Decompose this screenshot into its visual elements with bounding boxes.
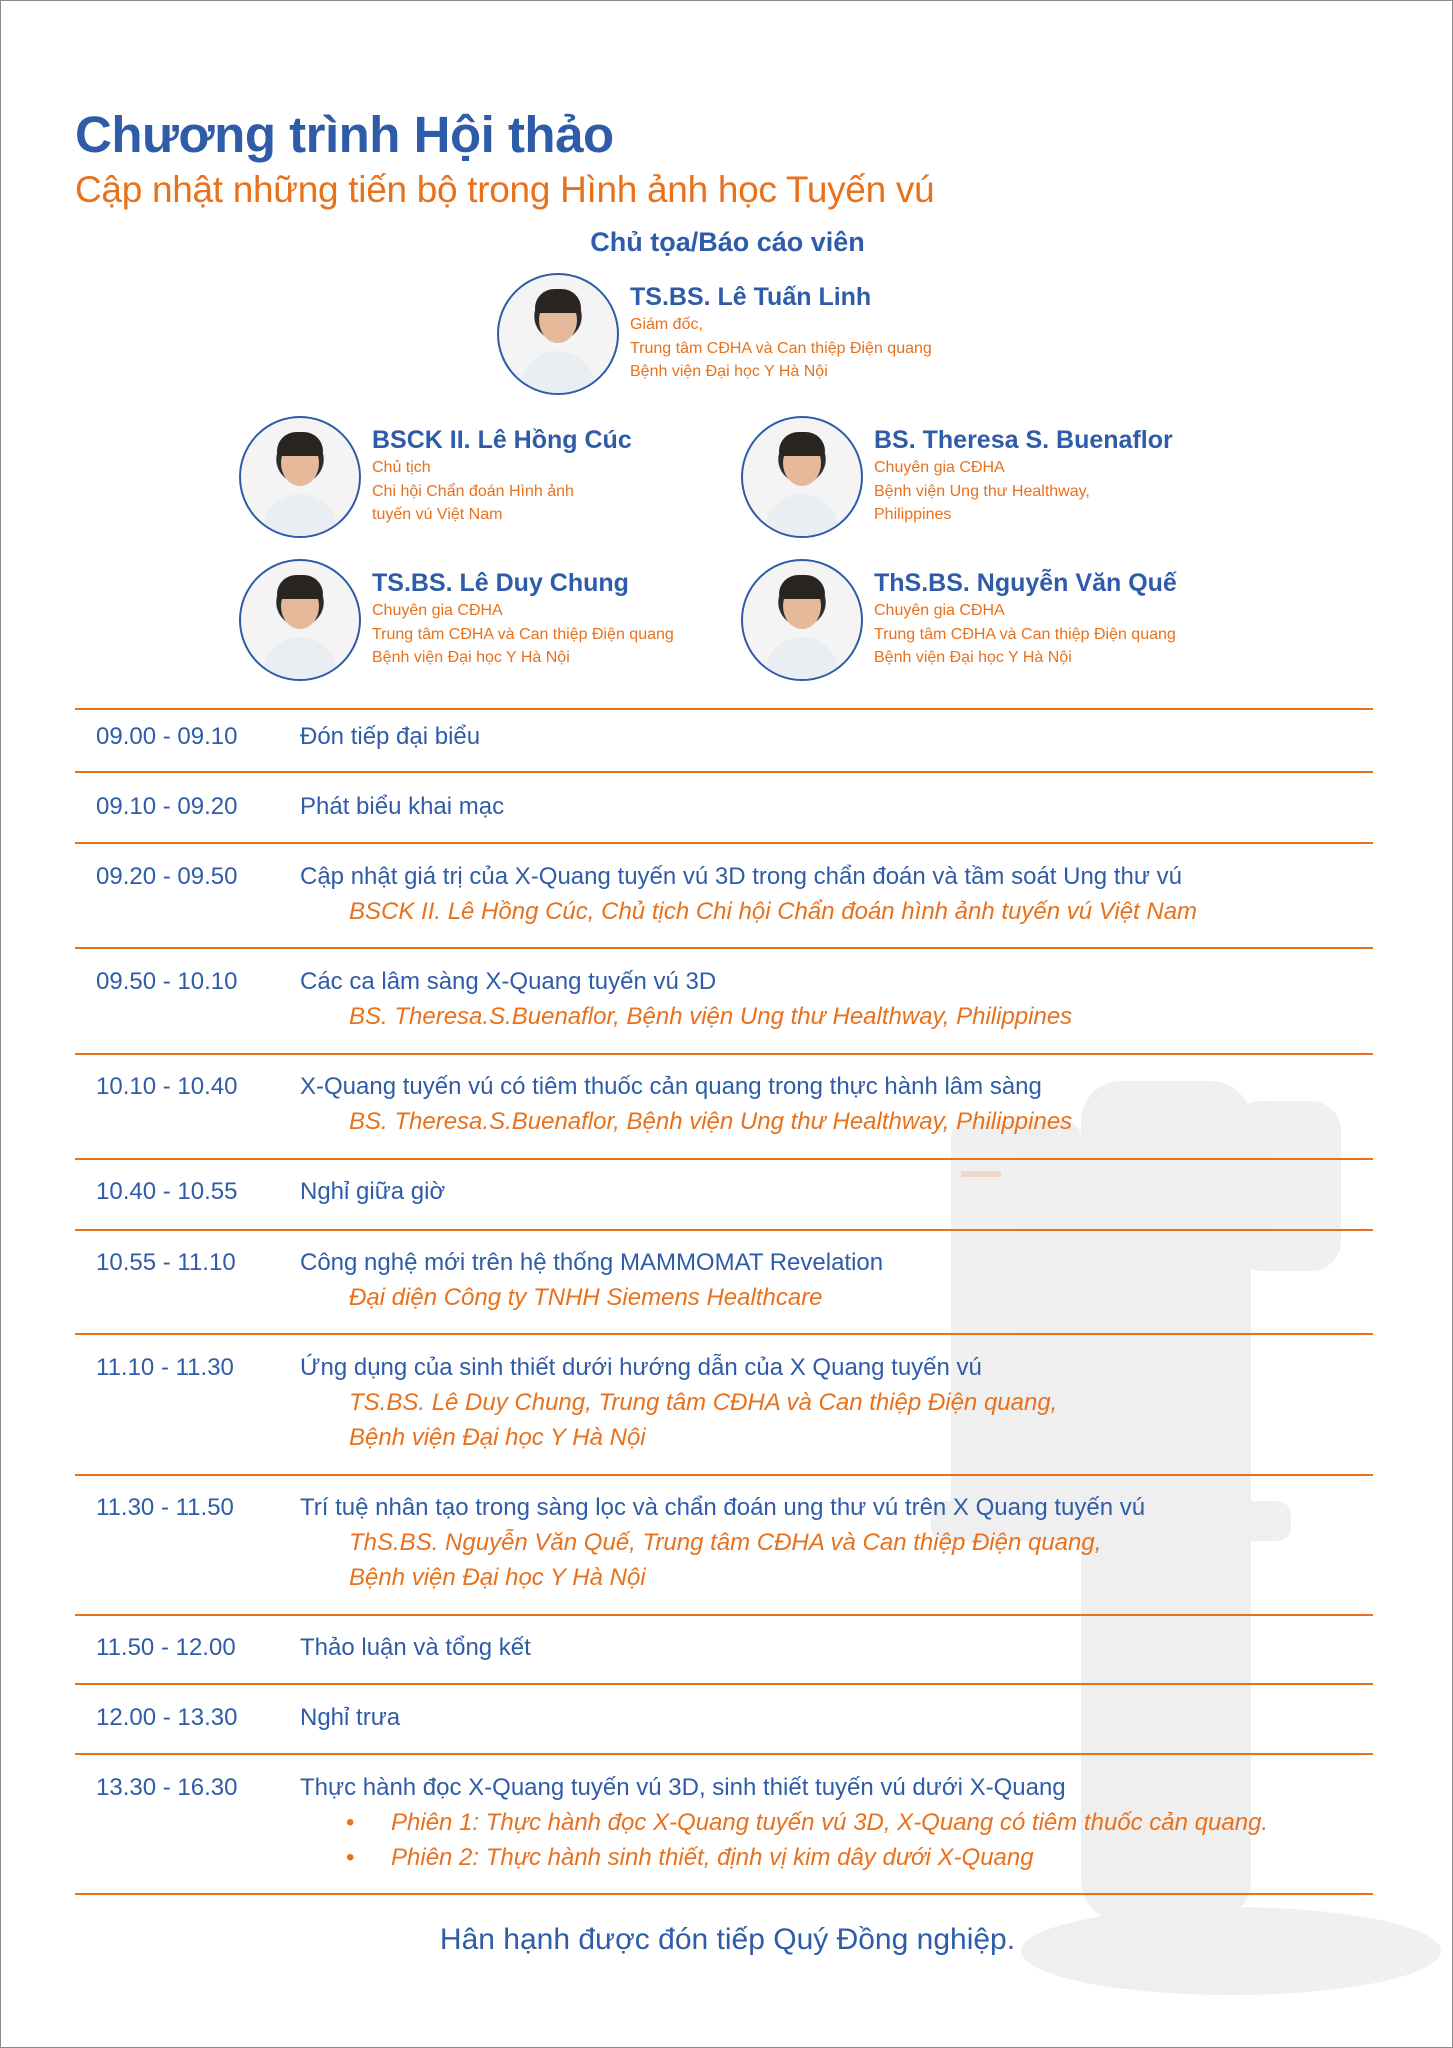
agenda-title: Trí tuệ nhân tạo trong sàng lọc và chẩn đoán ung thư vú trên X Quang tuyến vú	[300, 1494, 1146, 1521]
divider	[75, 1053, 1373, 1055]
speaker-photo	[741, 559, 863, 681]
agenda-time: 10.10 - 10.40	[96, 1073, 238, 1100]
divider	[75, 1753, 1373, 1755]
page-subtitle: Cập nhật những tiến bộ trong Hình ảnh học Tuyến vú	[75, 169, 935, 210]
agenda-title: Thực hành đọc X-Quang tuyến vú 3D, sinh thiết tuyến vú dưới X-Quang	[300, 1774, 1066, 1801]
agenda-title: Nghỉ giữa giờ	[300, 1178, 446, 1205]
speaker-name: TS.BS. Lê Tuấn Linh	[630, 283, 872, 311]
agenda-title: Phát biểu khai mạc	[300, 793, 505, 820]
divider	[75, 1333, 1373, 1335]
agenda-time: 11.50 - 12.00	[96, 1634, 236, 1661]
speaker-name: ThS.BS. Nguyễn Văn Quế	[874, 569, 1177, 597]
speaker-photo	[239, 416, 361, 538]
agenda-time: 11.10 - 11.30	[96, 1354, 234, 1381]
divider	[75, 1158, 1373, 1160]
divider	[75, 1614, 1373, 1616]
agenda-time: 09.50 - 10.10	[96, 968, 238, 995]
speaker-name: BS. Theresa S. Buenaflor	[874, 426, 1173, 454]
agenda-speaker: BSCK II. Lê Hồng Cúc, Chủ tịch Chi hội Chẩn đoán hình ảnh tuyến vú Việt Nam	[349, 898, 1198, 925]
agenda-time: 10.40 - 10.55	[96, 1178, 238, 1205]
agenda-time: 09.00 - 09.10	[96, 723, 238, 750]
footer-welcome: Hân hạnh được đón tiếp Quý Đồng nghiệp.	[439, 1923, 1016, 1956]
agenda-title: Các ca lâm sàng X-Quang tuyến vú 3D	[300, 968, 717, 995]
divider	[75, 1893, 1373, 1895]
agenda-bullet-text: Phiên 2: Thực hành sinh thiết, định vị kim dây dưới X-Quang	[391, 1844, 1034, 1871]
speaker-name: TS.BS. Lê Duy Chung	[372, 569, 629, 597]
agenda-time: 13.30 - 16.30	[96, 1774, 238, 1801]
agenda-time: 09.10 - 09.20	[96, 793, 238, 820]
divider	[75, 1683, 1373, 1685]
agenda-title: Đón tiếp đại biểu	[300, 723, 481, 750]
agenda-speaker: BS. Theresa.S.Buenaflor, Bệnh viện Ung thư Healthway, Philippines	[349, 1003, 1073, 1030]
agenda-title: X-Quang tuyến vú có tiêm thuốc cản quang trong thực hành lâm sàng	[300, 1073, 1042, 1100]
agenda-speaker: Bệnh viện Đại học Y Hà Nội	[349, 1424, 646, 1451]
agenda-title: Ứng dụng của sinh thiết dưới hướng dẫn của X Quang tuyến vú	[300, 1354, 982, 1381]
divider	[75, 947, 1373, 949]
agenda-bullet-text: Phiên 1: Thực hành đọc X-Quang tuyến vú 3D, X-Quang có tiêm thuốc cản quang.	[391, 1809, 1269, 1836]
agenda-time: 09.20 - 09.50	[96, 863, 238, 890]
divider	[75, 708, 1373, 710]
page-title: Chương trình Hội thảo	[75, 106, 614, 163]
speakers-heading: Chủ tọa/Báo cáo viên	[590, 227, 865, 257]
agenda-title: Nghỉ trưa	[300, 1704, 401, 1731]
speaker-photo	[497, 273, 619, 395]
agenda-speaker: ThS.BS. Nguyễn Văn Quế, Trung tâm CĐHA và Can thiệp Điện quang,	[349, 1529, 1102, 1556]
speaker-role: Chuyên gia CĐHA Trung tâm CĐHA và Can thiệp Điện quang Bệnh viện Đại học Y Hà Nội	[874, 602, 1176, 666]
agenda-title: Công nghệ mới trên hệ thống MAMMOMAT Revelation	[300, 1249, 884, 1276]
agenda-title: Thảo luận và tổng kết	[300, 1634, 531, 1661]
speaker-photo	[741, 416, 863, 538]
speaker-name: BSCK II. Lê Hồng Cúc	[372, 426, 632, 454]
divider	[75, 1474, 1373, 1476]
divider	[75, 842, 1373, 844]
agenda-speaker: TS.BS. Lê Duy Chung, Trung tâm CĐHA và Can thiệp Điện quang,	[349, 1389, 1058, 1416]
divider	[75, 1229, 1373, 1231]
agenda-speaker: Bệnh viện Đại học Y Hà Nội	[349, 1564, 646, 1591]
speaker-photo	[239, 559, 361, 681]
agenda-time: 12.00 - 13.30	[96, 1704, 238, 1731]
speaker-role: Giám đốc, Trung tâm CĐHA và Can thiệp Điện quang Bệnh viện Đại học Y Hà Nội	[630, 316, 932, 380]
agenda-speaker: Đại diện Công ty TNHH Siemens Healthcare	[349, 1284, 823, 1311]
agenda-time: 10.55 - 11.10	[96, 1249, 236, 1276]
agenda-speaker: BS. Theresa.S.Buenaflor, Bệnh viện Ung thư Healthway, Philippines	[349, 1108, 1073, 1135]
speaker-role: Chuyên gia CĐHA Bệnh viện Ung thư Healthway, Philippines	[874, 459, 1090, 523]
divider	[75, 771, 1373, 773]
speaker-role: Chủ tịch Chi hội Chẩn đoán Hình ảnh tuyến vú Việt Nam	[372, 459, 574, 523]
agenda-time: 11.30 - 11.50	[96, 1494, 234, 1521]
agenda-title: Cập nhật giá trị của X-Quang tuyến vú 3D trong chẩn đoán và tầm soát Ung thư vú	[300, 863, 1182, 890]
speaker-role: Chuyên gia CĐHA Trung tâm CĐHA và Can thiệp Điện quang Bệnh viện Đại học Y Hà Nội	[372, 602, 674, 666]
